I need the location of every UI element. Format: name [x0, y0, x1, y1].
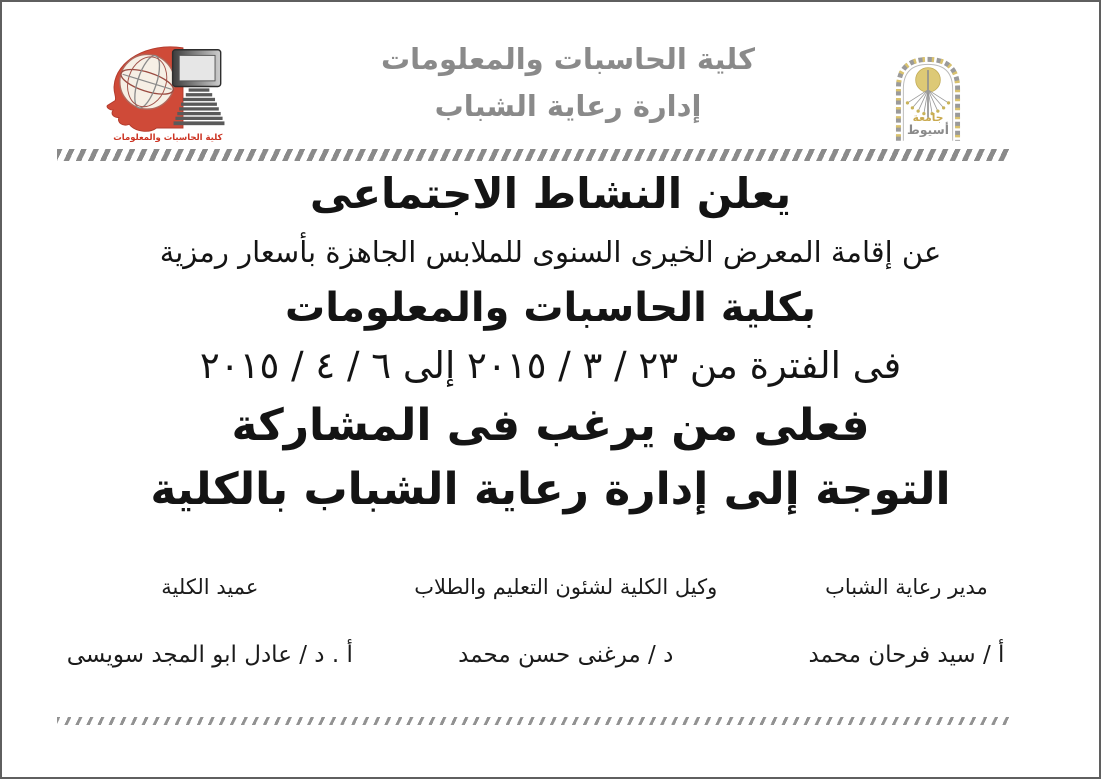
signature-name: د / مرغنى حسن محمد [458, 642, 674, 668]
signature-title: مدير رعاية الشباب [825, 575, 988, 599]
university-logo-graphic [891, 52, 965, 144]
signature-name: أ . د / عادل ابو المجد سويسى [66, 642, 353, 668]
signature-name: أ / سيد فرحان محمد [808, 642, 1005, 668]
body-line-dates: فى الفترة من ٢٣ / ٣ / ٢٠١٥ إلى ٦ / ٤ / ٢٠١٥ [199, 344, 902, 387]
signature-title: وكيل الكلية لشئون التعليم والطلاب [414, 575, 718, 599]
faculty-logo-caption: كلية الحاسبات والمعلومات [113, 132, 223, 143]
signature-vice-dean [378, 572, 754, 670]
header-faculty-line: كلية الحاسبات والمعلومات [381, 42, 755, 76]
signature-section [42, 572, 1059, 670]
faculty-logo-graphic [100, 42, 232, 148]
hatch-divider-bottom [57, 717, 1010, 725]
faculty-logo [100, 42, 232, 148]
body-line-announce: يعلن النشاط الاجتماعى [309, 169, 792, 218]
hatch-divider-top [57, 149, 1010, 161]
signature-title: عميد الكلية [161, 575, 259, 599]
body-line-participation: فعلى من يرغب فى المشاركة [231, 400, 870, 451]
body-line-event: عن إقامة المعرض الخيرى السنوى للملابس الجاهزة بأسعار رمزية [159, 235, 942, 269]
signature-dean [42, 572, 378, 670]
university-name: أسيوط [907, 123, 949, 138]
announcement-body [2, 163, 1099, 522]
university-word: جامعة [912, 111, 944, 124]
header-title [282, 36, 854, 130]
body-line-directions: التوجة إلى إدارة رعاية الشباب بالكلية [150, 464, 951, 515]
body-line-location: بكلية الحاسبات والمعلومات [285, 285, 816, 331]
signature-youth-welfare-director [754, 572, 1059, 670]
university-logo [891, 52, 965, 144]
header-department-line: إدارة رعاية الشباب [434, 88, 702, 123]
